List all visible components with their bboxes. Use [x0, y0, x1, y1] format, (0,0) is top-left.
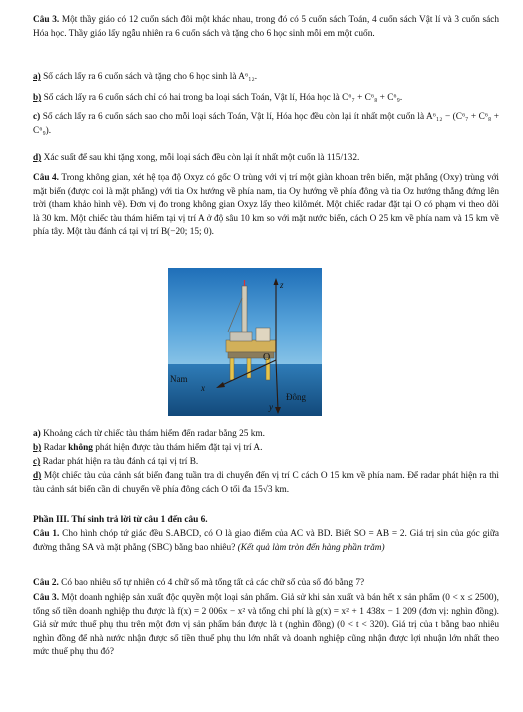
oil-rig-figure [168, 268, 322, 416]
south-label: Nam [170, 374, 188, 384]
q3-option-b: b) Số cách lấy ra 6 cuốn sách chỉ có hai trong ba loại sách Toán, Vật lí, Hóa học là C⁶₇ + C⁶₈ + C⁶₉. [33, 93, 403, 103]
q4-option-b: b) Radar không phát hiện được tàu thám hiểm đặt tại vị trí A. [33, 443, 263, 453]
q3-option-a: a) Số cách lấy ra 6 cuốn sách và tặng cho 6 học sinh là A⁶₁₂. [33, 72, 258, 82]
q3-head: Câu 3. [33, 15, 60, 25]
oil-rig-illustration [168, 268, 322, 416]
p3-q3: Câu 3. Một doanh nghiệp sản xuất độc quyền một loại sản phẩm. Giả sử khi sản xuất và bán hết x sản phẩm (0 < x ≤ 2500), tổng số tiền doanh nghiệp thu được là f(x) = 2 006x − x² và tổng chi phí là g(x) = x² + 1 438x − 1 209 (đơn vị: nghìn đồng). Giả sử mức thuế phụ thu trên một đơn vị sản phẩm bán được là t (nghìn đồng) (0 < t < 320). Giá trị của t bằng bao nhiêu nghìn đồng để nhà nước nhận được số tiền thuế phụ thu lớn nhất và doanh nghiệp cũng nhận được lợi nhuận lớn nhất theo mức thuế phụ thu đó? [33, 593, 499, 658]
part3-title: Phần III. Thí sinh trả lời từ câu 1 đến câu 6. [33, 515, 208, 525]
q3-option-c: c) Số cách lấy ra 6 cuốn sách sao cho mỗi loại sách Toán, Vật lí, Hóa học đều còn lại ít nhất một cuốn là A⁶₁₂ − (C⁶₇ + C⁶₈ + C⁶₉). [33, 112, 499, 136]
p3-q1: Câu 1. Cho hình chóp tứ giác đều S.ABCD, có O là giao điểm của AC và BD. Biết SO = AB = 2. Giá trị sin của góc giữa đường thẳng SA và mặt phẳng (SBC) bằng bao nhiêu? (Kết quả làm tròn đến hàng phần trăm) [33, 529, 499, 553]
x-axis-label: x [201, 383, 205, 393]
origin-label: O [263, 352, 271, 363]
q4-stem: Câu 4. Trong không gian, xét hệ tọa độ Oxyz có gốc O trùng với vị trí một giàn khoan trên biển, mặt phẳng (Oxy) trùng với mặt biển (được coi là mặt phẳng) với tia Ox hướng về phía nam, tia Oy hướng về phía đông và tia Oz hướng thẳng đứng lên trời (tham khảo hình vẽ). Đơn vị đo trong không gian Oxyz lấy theo kilômét. Một chiếc radar đặt tại O có phạm vi theo dõi là 30 km. Một chiếc tàu thám hiểm tại vị trí A ở độ sâu 10 km so với mặt nước biển, cách O 25 km về phía nam và 15 km về phía tây. Một tàu đánh cá tại vị trí B(−20; 15; 0). [33, 173, 499, 238]
q3-option-d: d) Xác suất để sau khi tặng xong, mỗi loại sách đều còn lại ít nhất một cuốn là 115/132. [33, 153, 360, 163]
sea [168, 364, 322, 416]
q4-option-d: d) Một chiếc tàu của cảnh sát biển đang tuần tra di chuyển đến vị trí C cách O 15 km về phía nam. Để radar phát hiện ra thì tàu cảnh sát biển cần di chuyển về phía đông cách O tối đa 15√3 km. [33, 471, 500, 495]
q4-option-a: a) Khoảng cách từ chiếc tàu thám hiểm đến radar bằng 25 km. [33, 429, 265, 439]
east-label: Đông [286, 392, 306, 402]
q4-head: Câu 4. [33, 173, 60, 183]
y-axis-label: y [269, 402, 273, 412]
q4-option-c: c) Radar phát hiện ra tàu đánh cá tại vị trí B. [33, 457, 199, 467]
z-axis-label: z [280, 280, 284, 290]
q3-stem: Câu 3. Một thầy giáo có 12 cuốn sách đôi một khác nhau, trong đó có 5 cuốn sách Toán, 4 cuốn sách Vật lí và 3 cuốn sách Hóa học. Thầy giáo lấy ngẫu nhiên ra 6 cuốn sách và tặng cho 6 học sinh mỗi em một cuốn. [33, 15, 499, 39]
p3-q2: Câu 2. Có bao nhiêu số tự nhiên có 4 chữ số mà tổng tất cả các chữ số của số đó bằng 7? [33, 578, 365, 588]
